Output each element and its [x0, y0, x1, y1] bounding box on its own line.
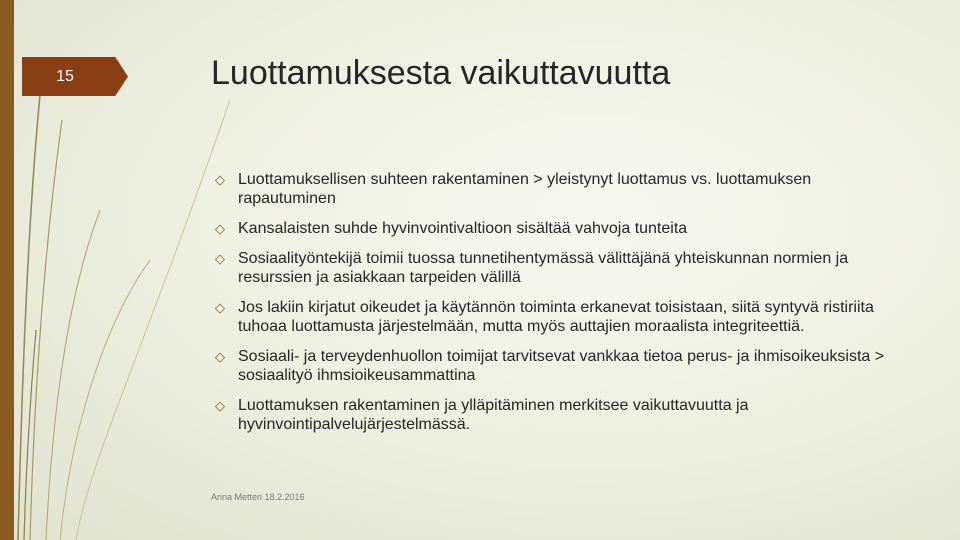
diamond-outline-icon: ◇	[215, 251, 225, 266]
bullet-item	[215, 170, 905, 208]
diamond-outline-icon: ◇	[215, 300, 225, 315]
bullet-text: Sosiaalityöntekijä toimii tuossa tunnetihentymässä välittäjänä yhteiskunnan normien ja resurssien ja asiakkaan tarpeiden välillä	[238, 250, 849, 286]
bullet-text: Luottamuksellisen suhteen rakentaminen > yleistynyt luottamus vs. luottamuksen rapautuminen	[238, 171, 812, 207]
bullet-text: Sosiaali- ja terveydenhuollon toimijat tarvitsevat vankkaa tietoa perus- ja ihmisoikeuksista > sosiaalityö ihmsioikeusammattina	[238, 348, 885, 384]
bullet-item	[215, 298, 905, 336]
bullet-text: Jos lakiin kirjatut oikeudet ja käytännön toiminta erkanevat toisistaan, siitä syntyvä ristiriita tuhoaa luottamusta järjestelmään, mutta myös auttajien moraalista integriteettiä.	[238, 299, 874, 335]
diamond-outline-icon: ◇	[215, 172, 225, 187]
bullet-text: Kansalaisten suhde hyvinvointivaltioon sisältää vahvoja tunteita	[238, 220, 688, 237]
diamond-outline-icon: ◇	[215, 221, 225, 236]
slide-number: 15	[56, 68, 74, 85]
bullet-item	[215, 249, 905, 287]
bullet-item	[215, 396, 905, 434]
diamond-outline-icon: ◇	[215, 398, 225, 413]
slide-title: Luottamuksesta vaikuttavuutta	[211, 54, 671, 92]
bullet-item	[215, 219, 905, 238]
bullet-text: Luottamuksen rakentaminen ja ylläpitäminen merkitsee vaikuttavuutta ja hyvinvointipalvelujärjestelmässä.	[238, 397, 749, 433]
bullet-item	[215, 347, 905, 385]
footer-author-date: Anna Metteri 18.2.2016	[211, 492, 305, 502]
diamond-outline-icon: ◇	[215, 349, 225, 364]
bullet-list	[215, 170, 905, 445]
